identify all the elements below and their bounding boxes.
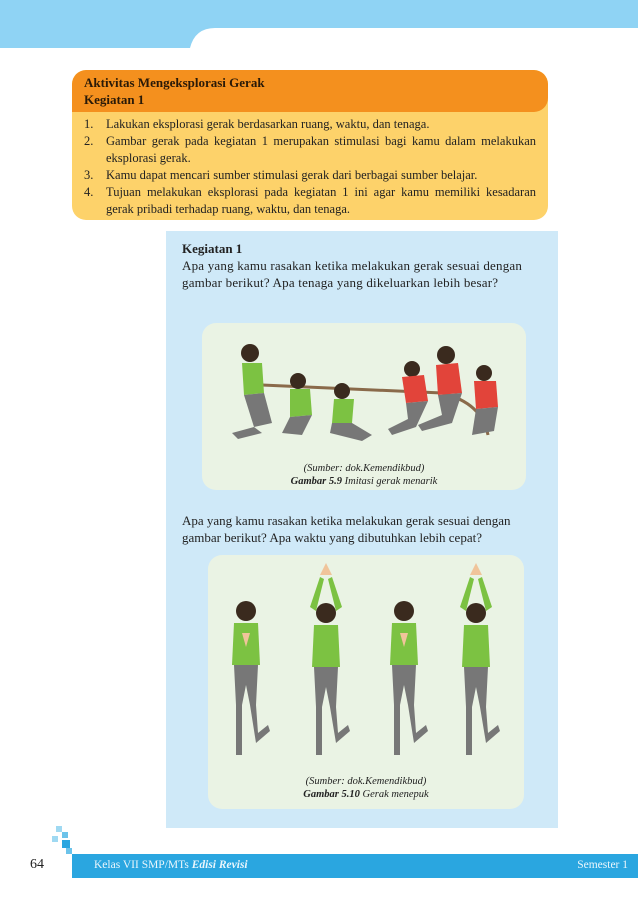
list-item: 4. Tujuan melakukan eksplorasi pada kegiatan 1 ini agar kamu memiliki kesadaran gerak pribadi terhadap ruang, waktu, dan tenaga. xyxy=(84,185,536,216)
figure-tug-of-war xyxy=(202,323,526,490)
figure-source: (Sumber: dok.Kemendikbud) xyxy=(303,463,425,474)
footer-book: Kelas VII SMP/MTs xyxy=(94,859,189,871)
figure-caption xyxy=(208,775,524,801)
activity-subtitle: Kegiatan 1 xyxy=(84,92,145,107)
page-number: 64 xyxy=(30,857,44,872)
exercise-panel xyxy=(166,231,558,828)
question-1: Apa yang kamu rasakan ketika melakukan gerak sesuai dengan gambar berikut? Apa tenaga yang dikeluarkan lebih besar? xyxy=(182,258,523,290)
figure-label: Gambar 5.10 xyxy=(303,789,360,800)
list-item: 1. Lakukan eksplorasi gerak berdasarkan ruang, waktu, dan tenaga. xyxy=(84,117,430,131)
activity-title: Aktivitas Mengeksplorasi Gerak xyxy=(84,75,265,90)
footer-edition: Edisi Revisi xyxy=(191,859,248,871)
clapping-illustration xyxy=(208,555,524,770)
figure-clapping xyxy=(208,555,524,809)
activity-instructions xyxy=(72,112,548,218)
footer-semester: Semester 1 xyxy=(577,859,628,871)
activity-box xyxy=(72,70,548,220)
activity-header xyxy=(72,70,548,112)
question-2: Apa yang kamu rasakan ketika melakukan gerak sesuai dengan gambar berikut? Apa waktu yang dibutuhkan lebih cepat? xyxy=(182,513,511,545)
footer-decoration xyxy=(0,826,80,856)
figure-label: Gambar 5.9 xyxy=(290,476,342,487)
figure-caption-text: Imitasi gerak menarik xyxy=(344,476,438,487)
footer-bar xyxy=(72,854,638,878)
panel-title: Kegiatan 1 xyxy=(182,241,243,256)
top-banner xyxy=(0,0,638,48)
figure-caption xyxy=(202,462,526,488)
list-item: 3. Kamu dapat mencari sumber stimulasi gerak dari berbagai sumber belajar. xyxy=(84,168,478,182)
figure-source: (Sumber: dok.Kemendikbud) xyxy=(305,776,427,787)
tug-of-war-illustration xyxy=(202,323,526,463)
figure-caption-text: Gerak menepuk xyxy=(362,789,429,800)
list-item: 2. Gambar gerak pada kegiatan 1 merupakan stimulasi bagi kamu dalam melakukan eksplorasi gerak. xyxy=(84,134,536,165)
